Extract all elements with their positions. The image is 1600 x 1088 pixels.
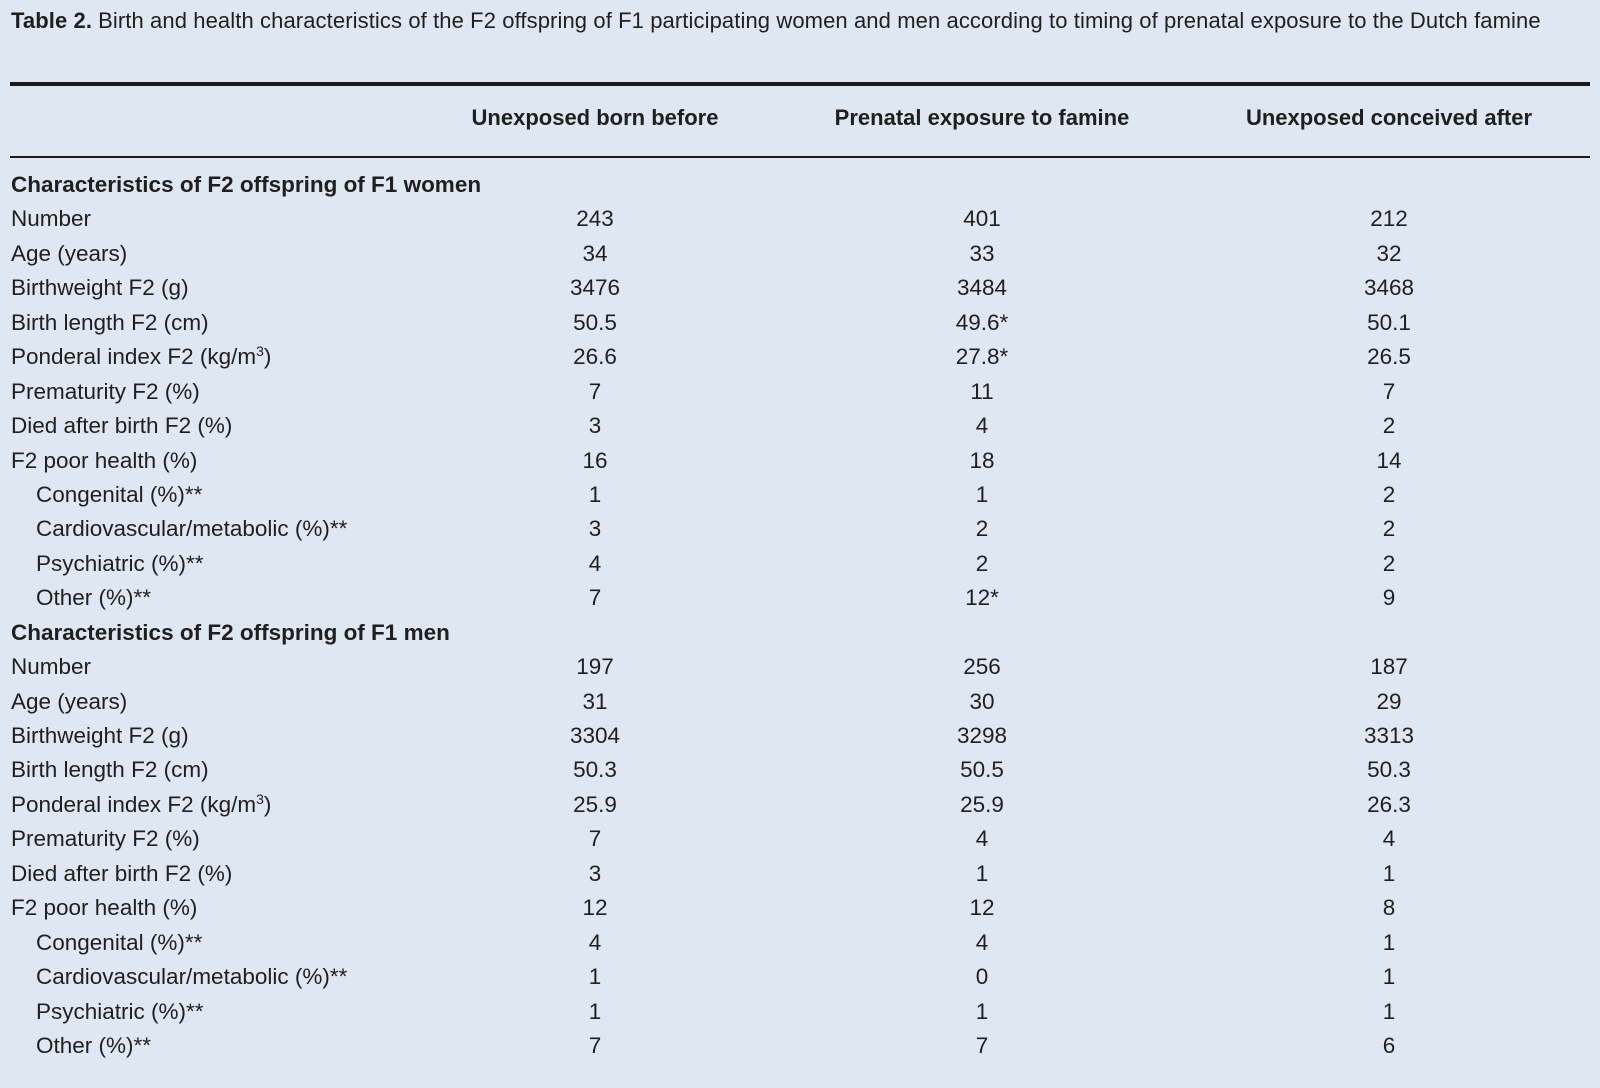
row-label [11, 409, 232, 443]
value-prenatal-exposure: 2 [975, 550, 989, 576]
table-header-rule [10, 156, 1590, 158]
row-label-text: Other (%)** [36, 1032, 152, 1058]
value-unexposed-before: 50.5 [573, 309, 617, 335]
value-unexposed-after: 7 [1382, 378, 1396, 404]
row-label-text: Ponderal index F2 (kg/m [11, 791, 257, 817]
row-label-text: Birth length F2 (cm) [11, 757, 209, 783]
row-label [11, 340, 271, 374]
table-row [0, 581, 1600, 615]
row-label-text: Psychiatric (%)** [36, 998, 204, 1024]
row-label [11, 788, 271, 822]
value-prenatal-exposure: 11 [970, 378, 994, 404]
table-caption [11, 4, 1571, 37]
row-label [11, 719, 189, 753]
table-row [0, 512, 1600, 546]
value-prenatal-exposure: 50.5 [960, 757, 1004, 783]
value-unexposed-before: 3 [588, 516, 602, 542]
value-unexposed-after: 187 [1370, 654, 1408, 680]
row-label [36, 512, 347, 546]
row-label-text: Prematurity F2 (%) [11, 378, 200, 404]
row-label-text: Age (years) [11, 688, 128, 714]
value-unexposed-after: 26.3 [1367, 791, 1411, 817]
column-header-prenatal-exposure: Prenatal exposure to famine [834, 105, 1130, 130]
value-unexposed-after: 9 [1382, 585, 1396, 611]
row-label [11, 306, 209, 340]
value-prenatal-exposure: 1 [975, 481, 989, 507]
row-label-text: Prematurity F2 (%) [11, 826, 200, 852]
value-unexposed-after: 1 [1382, 998, 1396, 1024]
table-row [0, 857, 1600, 891]
row-label-text: F2 poor health (%) [11, 895, 198, 921]
table-row [0, 685, 1600, 719]
value-prenatal-exposure: 12 [969, 895, 995, 921]
table-row [0, 237, 1600, 271]
value-unexposed-before: 3 [588, 413, 602, 439]
row-label-text: Birthweight F2 (g) [11, 275, 189, 301]
value-prenatal-exposure: 25.9 [960, 791, 1004, 817]
value-unexposed-before: 3304 [569, 723, 621, 748]
value-unexposed-before: 197 [576, 654, 614, 680]
value-unexposed-before: 26.6 [573, 344, 617, 370]
table-top-rule [10, 82, 1590, 86]
value-prenatal-exposure: 0 [975, 964, 989, 990]
row-label-text: Congenital (%)** [36, 481, 203, 507]
value-prenatal-exposure: 18 [969, 447, 995, 473]
row-label [11, 444, 197, 478]
value-unexposed-after: 2 [1382, 516, 1396, 542]
value-prenatal-exposure: 1 [975, 860, 989, 886]
row-label [11, 202, 91, 236]
value-unexposed-before: 7 [588, 1032, 602, 1058]
value-unexposed-before: 7 [588, 585, 602, 611]
row-label [11, 237, 127, 271]
table-row [0, 202, 1600, 236]
row-label [11, 375, 200, 409]
value-prenatal-exposure: 12* [965, 585, 999, 611]
row-label-text: Ponderal index F2 (kg/m [11, 344, 257, 370]
row-label-suffix: ) [263, 344, 272, 370]
value-prenatal-exposure: 4 [975, 413, 989, 439]
row-label-text: Other (%)** [36, 585, 152, 611]
table-body [0, 168, 1600, 1063]
table-row [0, 995, 1600, 1029]
row-label [36, 581, 151, 615]
table-row [0, 444, 1600, 478]
value-unexposed-after: 2 [1382, 550, 1396, 576]
row-label-text: Birth length F2 (cm) [11, 309, 209, 335]
table-row [0, 1029, 1600, 1063]
value-prenatal-exposure: 3484 [956, 275, 1008, 301]
row-label-text: Congenital (%)** [36, 929, 203, 955]
row-label [36, 960, 347, 994]
table-row [0, 788, 1600, 822]
value-prenatal-exposure: 3298 [956, 723, 1008, 748]
row-label-text: Cardiovascular/metabolic (%)** [36, 516, 348, 542]
value-unexposed-before: 50.3 [573, 757, 617, 783]
value-unexposed-after: 8 [1382, 895, 1396, 921]
row-label [11, 271, 189, 305]
value-unexposed-after: 6 [1382, 1032, 1396, 1058]
value-unexposed-after: 50.1 [1367, 309, 1411, 335]
value-unexposed-after: 1 [1382, 964, 1396, 990]
row-label [36, 926, 202, 960]
row-label [36, 1029, 151, 1063]
value-unexposed-before: 1 [588, 964, 602, 990]
table-header-row [0, 100, 1600, 136]
value-prenatal-exposure: 7 [975, 1032, 989, 1058]
table-row [0, 719, 1600, 753]
value-unexposed-after: 2 [1382, 413, 1396, 439]
value-unexposed-before: 34 [582, 240, 608, 266]
table-row [0, 271, 1600, 305]
value-unexposed-after: 2 [1382, 481, 1396, 507]
table-row [0, 822, 1600, 856]
table-row [0, 960, 1600, 994]
value-prenatal-exposure: 27.8* [955, 344, 1009, 370]
row-label [11, 753, 209, 787]
table-row [0, 409, 1600, 443]
row-label-text: Died after birth F2 (%) [11, 413, 233, 439]
value-prenatal-exposure: 256 [963, 654, 1001, 680]
section-header-row [0, 168, 1600, 202]
table-row [0, 891, 1600, 925]
value-unexposed-before: 4 [588, 929, 602, 955]
table-row [0, 547, 1600, 581]
value-unexposed-before: 31 [582, 688, 608, 714]
table-row [0, 340, 1600, 374]
value-prenatal-exposure: 4 [975, 929, 989, 955]
row-label [11, 822, 200, 856]
row-label-superscript: 3 [256, 343, 264, 360]
value-unexposed-after: 14 [1376, 447, 1402, 473]
value-unexposed-before: 243 [576, 206, 614, 232]
row-label-text: Number [11, 206, 92, 232]
value-prenatal-exposure: 49.6* [955, 309, 1009, 335]
table-row [0, 753, 1600, 787]
table-caption-text: Birth and health characteristics of the F2 offspring of F1 participating women and men according to timing of prenatal exposure to the Dutch famine [98, 8, 1541, 33]
value-unexposed-before: 3476 [569, 275, 621, 301]
table-caption-label: Table 2. [11, 8, 93, 33]
row-label-text: Psychiatric (%)** [36, 550, 204, 576]
row-label-text: Died after birth F2 (%) [11, 860, 233, 886]
row-label [11, 685, 127, 719]
row-label [36, 478, 202, 512]
value-prenatal-exposure: 1 [975, 998, 989, 1024]
table-row [0, 375, 1600, 409]
value-unexposed-before: 1 [588, 998, 602, 1024]
row-label-suffix: ) [263, 791, 272, 817]
table-row [0, 306, 1600, 340]
row-label [36, 547, 204, 581]
value-prenatal-exposure: 33 [969, 240, 995, 266]
value-unexposed-before: 16 [582, 447, 608, 473]
value-unexposed-before: 1 [588, 481, 602, 507]
value-unexposed-after: 212 [1370, 206, 1408, 232]
value-unexposed-before: 12 [582, 895, 608, 921]
row-label-superscript: 3 [256, 790, 264, 807]
row-label [36, 995, 204, 1029]
value-prenatal-exposure: 4 [975, 826, 989, 852]
column-header-unexposed-after: Unexposed conceived after [1245, 105, 1533, 130]
value-prenatal-exposure: 30 [969, 688, 995, 714]
value-unexposed-after: 1 [1382, 860, 1396, 886]
row-label [11, 650, 91, 684]
section-header-row [0, 616, 1600, 650]
value-unexposed-before: 3 [588, 860, 602, 886]
value-unexposed-after: 26.5 [1367, 344, 1411, 370]
column-header-unexposed-before: Unexposed born before [471, 105, 719, 130]
value-unexposed-after: 32 [1376, 240, 1402, 266]
section-title: Characteristics of F2 offspring of F1 women [11, 172, 482, 197]
value-prenatal-exposure: 2 [975, 516, 989, 542]
value-unexposed-after: 3468 [1363, 275, 1415, 301]
table-row [0, 650, 1600, 684]
row-label-text: Number [11, 654, 92, 680]
row-label-text: F2 poor health (%) [11, 447, 198, 473]
value-unexposed-after: 1 [1382, 929, 1396, 955]
value-unexposed-before: 4 [588, 550, 602, 576]
value-prenatal-exposure: 401 [963, 206, 1001, 232]
row-label-text: Birthweight F2 (g) [11, 723, 189, 748]
row-label-text: Age (years) [11, 240, 128, 266]
value-unexposed-before: 25.9 [573, 791, 617, 817]
value-unexposed-before: 7 [588, 826, 602, 852]
value-unexposed-before: 7 [588, 378, 602, 404]
table-row [0, 478, 1600, 512]
row-label [11, 891, 197, 925]
value-unexposed-after: 50.3 [1367, 757, 1411, 783]
row-label [11, 857, 232, 891]
section-title: Characteristics of F2 offspring of F1 men [11, 619, 450, 645]
table-row [0, 926, 1600, 960]
value-unexposed-after: 3313 [1363, 723, 1415, 748]
row-label-text: Cardiovascular/metabolic (%)** [36, 964, 348, 990]
value-unexposed-after: 29 [1376, 688, 1402, 714]
value-unexposed-after: 4 [1382, 826, 1396, 852]
